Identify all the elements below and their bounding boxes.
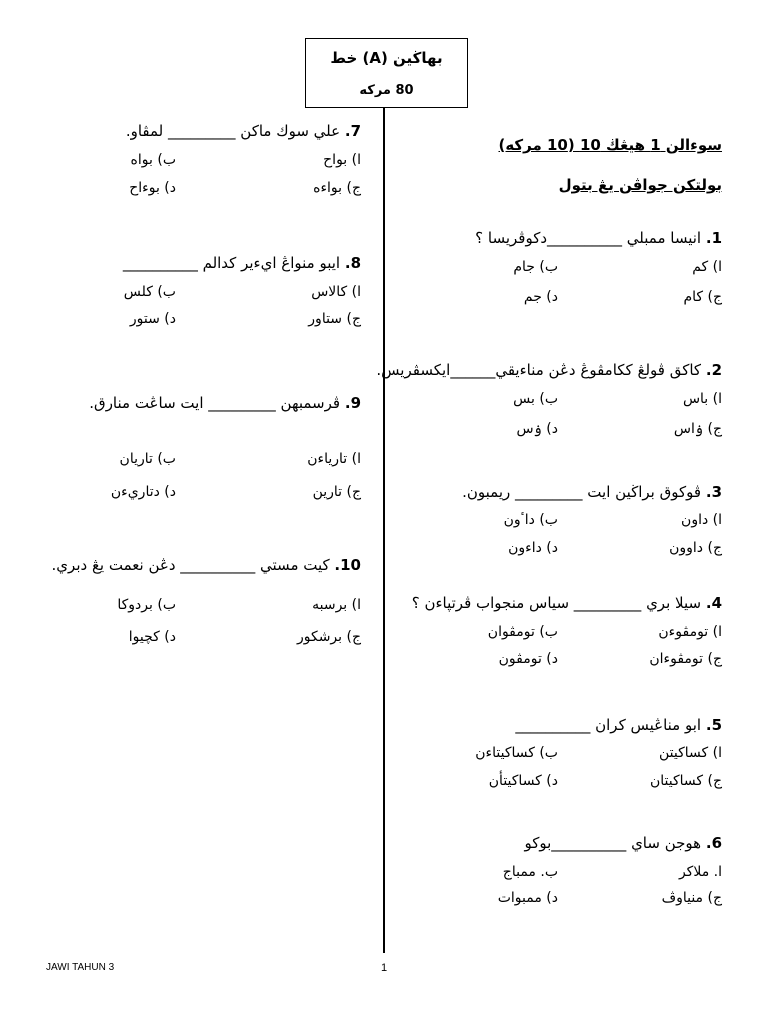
option-c: ج) تارين [312, 484, 361, 500]
option-d: د) كساكيتأن [488, 773, 558, 789]
option-c: ج) بواءه [313, 180, 361, 196]
option-b: ب) جام [513, 259, 558, 275]
option-b: ب) كلس [123, 284, 176, 300]
question-text: انيسا ممبلي __________دكوڤريسا ؟ [475, 229, 702, 247]
option-b: ب) تومڤوان [487, 624, 558, 640]
total-marks: 80 مركه [359, 83, 414, 98]
option-d: د) دتاريءن [110, 484, 176, 500]
question-2 [376, 361, 722, 379]
option-b: ب) كساكيتاءن [475, 745, 558, 761]
question-text: ڤرسمبهن _________ ايت ساڠت منارق. [89, 394, 341, 412]
option-d: د) بوءاح [129, 180, 176, 196]
page-number: 1 [381, 962, 388, 974]
option-d: د) ممبوات [497, 890, 558, 906]
section-heading: بهاڬين (A) خط [330, 49, 443, 67]
question-number: 3. [705, 483, 722, 501]
question-number: 1. [705, 229, 722, 247]
question-number: 5. [705, 716, 722, 734]
option-b: ب) بردوكا [117, 597, 176, 613]
option-a: ا) برسبه [312, 597, 361, 613]
question-number: 2. [705, 361, 722, 379]
option-d: د) جم [523, 289, 558, 305]
option-c: ج) تومڤوءان [649, 651, 722, 667]
option-c: ج) ۏاس [673, 421, 722, 437]
option-c: ج) برشكور [296, 629, 361, 645]
question-8 [123, 254, 361, 272]
option-a: ا) تومڤوءن [658, 624, 722, 640]
column-divider [383, 108, 385, 953]
option-d: د) داءون [508, 540, 558, 556]
question-text: هوجن ساي __________بوكو [524, 834, 702, 852]
option-d: د) تومڤون [498, 651, 558, 667]
question-number: 9. [344, 394, 361, 412]
question-number: 6. [705, 834, 722, 852]
question-10 [52, 556, 361, 574]
option-c: ج) منياوڤ [661, 890, 722, 906]
option-d: د) ۏس [516, 421, 558, 437]
option-a: ا) كم [692, 259, 722, 275]
question-number: 10. [334, 556, 361, 574]
title-box [305, 38, 468, 108]
question-number: 8. [344, 254, 361, 272]
footer-label: JAWI TAHUN 3 [46, 962, 115, 973]
question-range-title: سوءالن 1 هيڠڬ 10 (10 مركه) [498, 136, 722, 154]
option-b: ب) تاريان [119, 451, 176, 467]
question-text: علي سوك ماكن _________ لمڤاو. [125, 122, 341, 140]
option-a: ا) داون [681, 512, 722, 528]
option-d: د) ستور [129, 311, 176, 327]
option-d: د) كچيوا [128, 629, 176, 645]
option-b: ب) بواه [130, 152, 176, 168]
option-c: ج) ستاور [308, 311, 361, 327]
option-b: ب) داٴون [503, 512, 558, 528]
question-number: 7. [344, 122, 361, 140]
question-text: سيلا بري _________ سياس منجواب ڤرتڽاءن ؟ [411, 594, 702, 612]
question-number: 4. [705, 594, 722, 612]
option-c: ج) داوون [669, 540, 722, 556]
question-9 [89, 394, 361, 412]
question-text: كيت مستي __________ دڠن نعمت يڠ دبري. [51, 556, 330, 574]
question-text: ڤوكوق براڬين ايت _________ ريمبون. [462, 483, 702, 501]
option-a: ا) تارياءن [307, 451, 361, 467]
option-a: ا. ملاكر [678, 864, 722, 880]
question-1 [475, 229, 722, 247]
option-a: ا) باس [682, 391, 722, 407]
question-text: كاكق ڤولڠ ككامڤوڠ دڠن مناءيقي______ايكسڤريس. [376, 361, 702, 379]
question-5 [515, 716, 722, 734]
option-a: ا) كالاس [311, 284, 361, 300]
option-c: ج) كساكيتان [649, 773, 722, 789]
question-3 [462, 483, 722, 501]
option-b: ب) بس [513, 391, 558, 407]
instruction-text: بولتكن جواڤن يڠ بتول [558, 176, 722, 194]
question-6 [524, 834, 722, 852]
question-text: ايبو منواڠ ايءير كدالم __________ [122, 254, 341, 272]
option-a: ا) بواح [323, 152, 361, 168]
question-text: ابو مناڠيس كران __________ [515, 716, 702, 734]
option-c: ج) كام [683, 289, 722, 305]
option-b: ب. ممباج [502, 864, 558, 880]
question-4 [412, 594, 722, 612]
question-7 [126, 122, 361, 140]
option-a: ا) كساكيتن [659, 745, 722, 761]
